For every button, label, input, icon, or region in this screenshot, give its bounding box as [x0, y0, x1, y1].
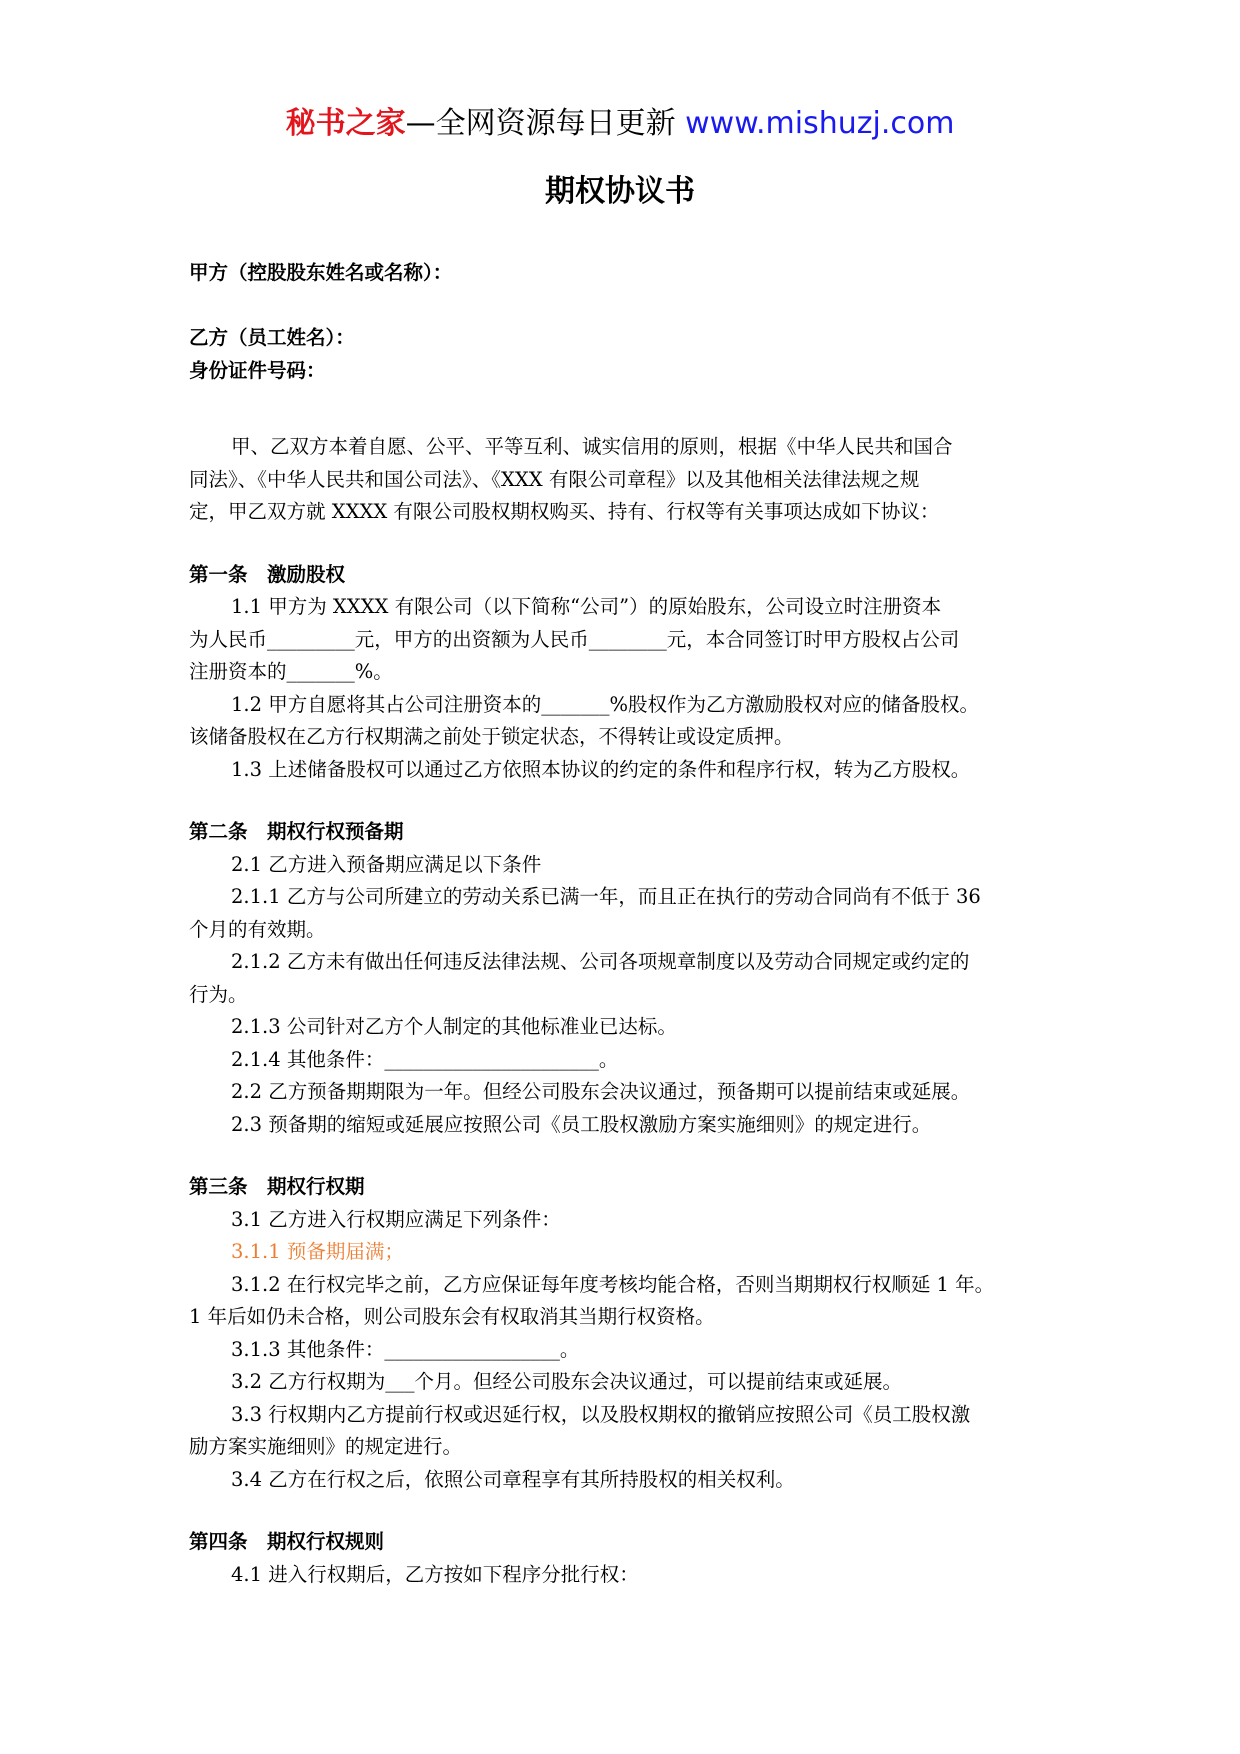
banner-slogan: —全网资源每日更新	[405, 106, 686, 141]
highlighted-clause-line: 3.1.1 预备期届满；	[231, 1240, 404, 1263]
clause-line: 1.3 上述储备股权可以通过乙方依照本协议的约定的条件和程序行权，转为乙方股权。	[231, 757, 971, 781]
clause-line: 2.1.1 乙方与公司所建立的劳动关系已满一年，而且正在执行的劳动合同尚有不低于 36	[231, 885, 981, 908]
party-b-label: 乙方（员工姓名）：	[189, 326, 355, 349]
clause-line: 3.3 行权期内乙方提前行权或迟延行权，以及股权期权的撤销应按照公司《员工股权激	[231, 1402, 971, 1426]
preamble-line: 同法》、《中华人民共和国公司法》、《XXX 有限公司章程》以及其他相关法律法规之规	[189, 467, 920, 491]
clause-line: 3.1.3 其他条件：__________________。	[231, 1337, 580, 1361]
clause-line: 2.1.3 公司针对乙方个人制定的其他标准业已达标。	[231, 1015, 677, 1038]
article-3	[189, 1171, 1069, 1496]
clause-line: 3.1.2 在行权完毕之前，乙方应保证每年度考核均能合格，否则当期期权行权顺延 1 年。	[231, 1272, 995, 1296]
party-a-label: 甲方（控股股东姓名或名称）：	[189, 261, 453, 284]
preamble-line: 定，甲乙双方就 XXXX 有限公司股权期权购买、持有、行权等有关事项达成如下协议：	[189, 500, 940, 523]
clause-line: 2.2 乙方预备期期限为一年。但经公司股东会决议通过，预备期可以提前结束或延展。	[231, 1080, 971, 1103]
clause-line: 该储备股权在乙方行权期满之前处于锁定状态，不得转让或设定质押。	[189, 725, 794, 748]
clause-line: 注册资本的_______%。	[189, 660, 393, 683]
article-heading: 第三条 期权行权期	[189, 1175, 365, 1198]
id-number-label: 身份证件号码：	[189, 358, 326, 382]
article-heading: 第二条 期权行权预备期	[189, 820, 404, 843]
clause-line: 行为。	[189, 982, 248, 1006]
article-heading: 第四条 期权行权规则	[189, 1530, 385, 1553]
clause-line: 1 年后如仍未合格，则公司股东会有权取消其当期行权资格。	[189, 1305, 715, 1328]
site-url-link[interactable]: www.mishuzj.com	[685, 106, 955, 141]
article-1	[189, 559, 1069, 787]
brand-name: 秘书之家	[285, 106, 406, 141]
clause-line: 3.1 乙方进入行权期应满足下列条件：	[231, 1207, 561, 1231]
clause-line: 个月的有效期。	[189, 917, 326, 941]
preamble-line: 甲、乙双方本着自愿、公平、平等互利、诚实信用的原则，根据《中华人民共和国合	[231, 435, 953, 458]
clause-line: 1.2 甲方自愿将其占公司注册资本的_______%股权作为乙方激励股权对应的储备股权。	[231, 692, 979, 716]
clause-line: 2.3 预备期的缩短或延展应按照公司《员工股权激励方案实施细则》的规定进行。	[231, 1112, 932, 1136]
preamble	[189, 431, 1069, 529]
clause-line: 为人民币_________元，甲方的出资额为人民币________元，本合同签订时甲方股权占公司	[189, 627, 960, 651]
clause-line: 1.1 甲方为 XXXX 有限公司（以下简称“公司”）的原始股东，公司设立时注册资本	[231, 595, 942, 618]
site-banner	[0, 104, 1240, 144]
article-heading: 第一条 激励股权	[189, 562, 346, 586]
clause-line: 4.1 进入行权期后，乙方按如下程序分批行权：	[231, 1562, 639, 1586]
article-2	[189, 816, 1069, 1141]
document-body	[189, 257, 1069, 1591]
clause-line: 励方案实施细则》的规定进行。	[189, 1435, 463, 1458]
clause-line: 3.2 乙方行权期为___个月。但经公司股东会决议通过，可以提前结束或延展。	[231, 1370, 902, 1393]
document-title: 期权协议书	[545, 174, 695, 209]
clause-line: 3.4 乙方在行权之后，依照公司章程享有其所持股权的相关权利。	[231, 1467, 795, 1491]
clause-line: 2.1.2 乙方未有做出任何违反法律法规、公司各项规章制度以及劳动合同规定或约定的	[231, 950, 970, 973]
article-4	[189, 1526, 1069, 1591]
clause-line: 2.1 乙方进入预备期应满足以下条件	[231, 852, 542, 876]
clause-line: 2.1.4 其他条件：______________________。	[231, 1047, 619, 1071]
